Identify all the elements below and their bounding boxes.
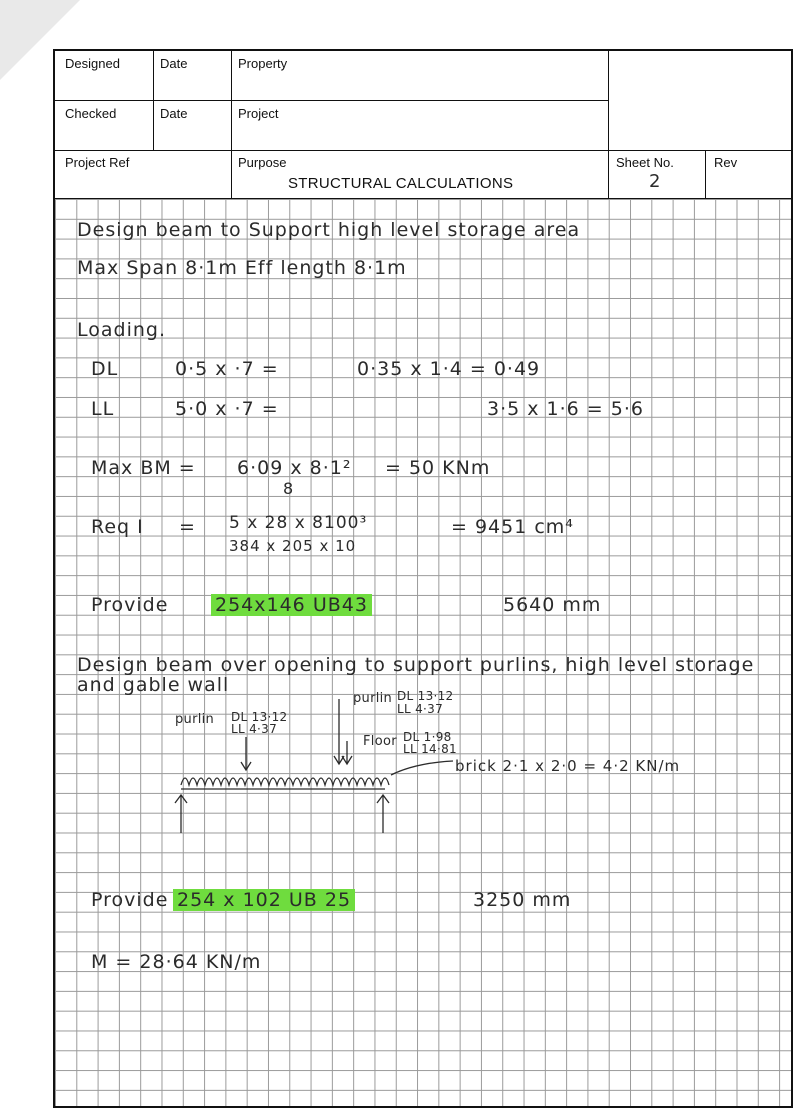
purlin-left-label: purlin <box>175 712 215 727</box>
design-2-line-1: Design beam over opening to support purlins, high level storage <box>77 654 755 676</box>
sheet-no-label: Sheet No. <box>616 155 674 170</box>
project-ref-label: Project Ref <box>65 155 130 170</box>
ll-calc: 5·0 x ·7 = <box>175 398 279 420</box>
provide-2-length: 3250 mm <box>473 889 572 911</box>
design-line-1: Design beam to Support high level storage area <box>77 219 581 241</box>
designed-label: Designed <box>65 56 120 71</box>
ll-label: LL <box>91 398 115 420</box>
span-line: Max Span 8·1m Eff length 8·1m <box>77 257 407 279</box>
req-denominator: 384 x 205 x 10 <box>229 537 357 555</box>
dl-label: DL <box>91 358 119 380</box>
req-numerator: 5 x 28 x 8100³ <box>229 513 368 533</box>
design-2-line-2: and gable wall <box>77 674 230 696</box>
purlin-right-label: purlin <box>353 691 393 706</box>
provide-2-section: 254 x 102 UB 25 <box>173 889 355 911</box>
provide-2-label: Provide <box>91 889 169 911</box>
floor-dl: DL 1·98 <box>403 730 452 744</box>
rev-label: Rev <box>714 155 738 170</box>
purlin-right-dl: DL 13·12 <box>397 689 454 703</box>
loading-heading: Loading. <box>77 319 167 341</box>
calculation-sheet <box>53 49 793 1108</box>
req-equals: = <box>179 516 196 538</box>
beam-sketch <box>55 51 791 1106</box>
purlin-left-dl: DL 13·12 <box>231 710 288 724</box>
date-label-2: Date <box>160 106 188 121</box>
dl-result: 0·35 x 1·4 = 0·49 <box>357 358 541 380</box>
provide-1-length: 5640 mm <box>503 594 602 616</box>
sheet-no-value: 2 <box>649 171 662 192</box>
floor-ll: LL 14·81 <box>403 742 457 756</box>
purpose-label: Purpose <box>238 155 287 170</box>
bm-result: = 50 KNm <box>385 457 491 479</box>
project-label: Project <box>238 106 279 121</box>
req-label: Req I <box>91 516 144 538</box>
dl-calc: 0·5 x ·7 = <box>175 358 279 380</box>
provide-1-label: Provide <box>91 594 169 616</box>
bm-denominator: 8 <box>283 479 295 498</box>
req-result: = 9451 cm⁴ <box>451 516 574 538</box>
moment-line: M = 28·64 KN/m <box>91 951 262 973</box>
bm-label: Max BM = <box>91 457 196 479</box>
property-label: Property <box>238 56 288 71</box>
purlin-right-ll: LL 4·37 <box>397 702 444 716</box>
floor-label: Floor <box>363 734 397 749</box>
date-label-1: Date <box>160 56 188 71</box>
provide-1-section: 254x146 UB43 <box>211 594 372 616</box>
purpose-value: STRUCTURAL CALCULATIONS <box>288 175 514 192</box>
purlin-left-ll: LL 4·37 <box>231 722 278 736</box>
wavy-load <box>181 778 389 785</box>
ll-result: 3·5 x 1·6 = 5·6 <box>487 398 644 420</box>
brick-pointer <box>391 761 453 775</box>
bm-numerator: 6·09 x 8·1² <box>237 457 352 479</box>
brick-load: brick 2·1 x 2·0 = 4·2 KN/m <box>455 757 681 775</box>
checked-label: Checked <box>65 106 117 121</box>
